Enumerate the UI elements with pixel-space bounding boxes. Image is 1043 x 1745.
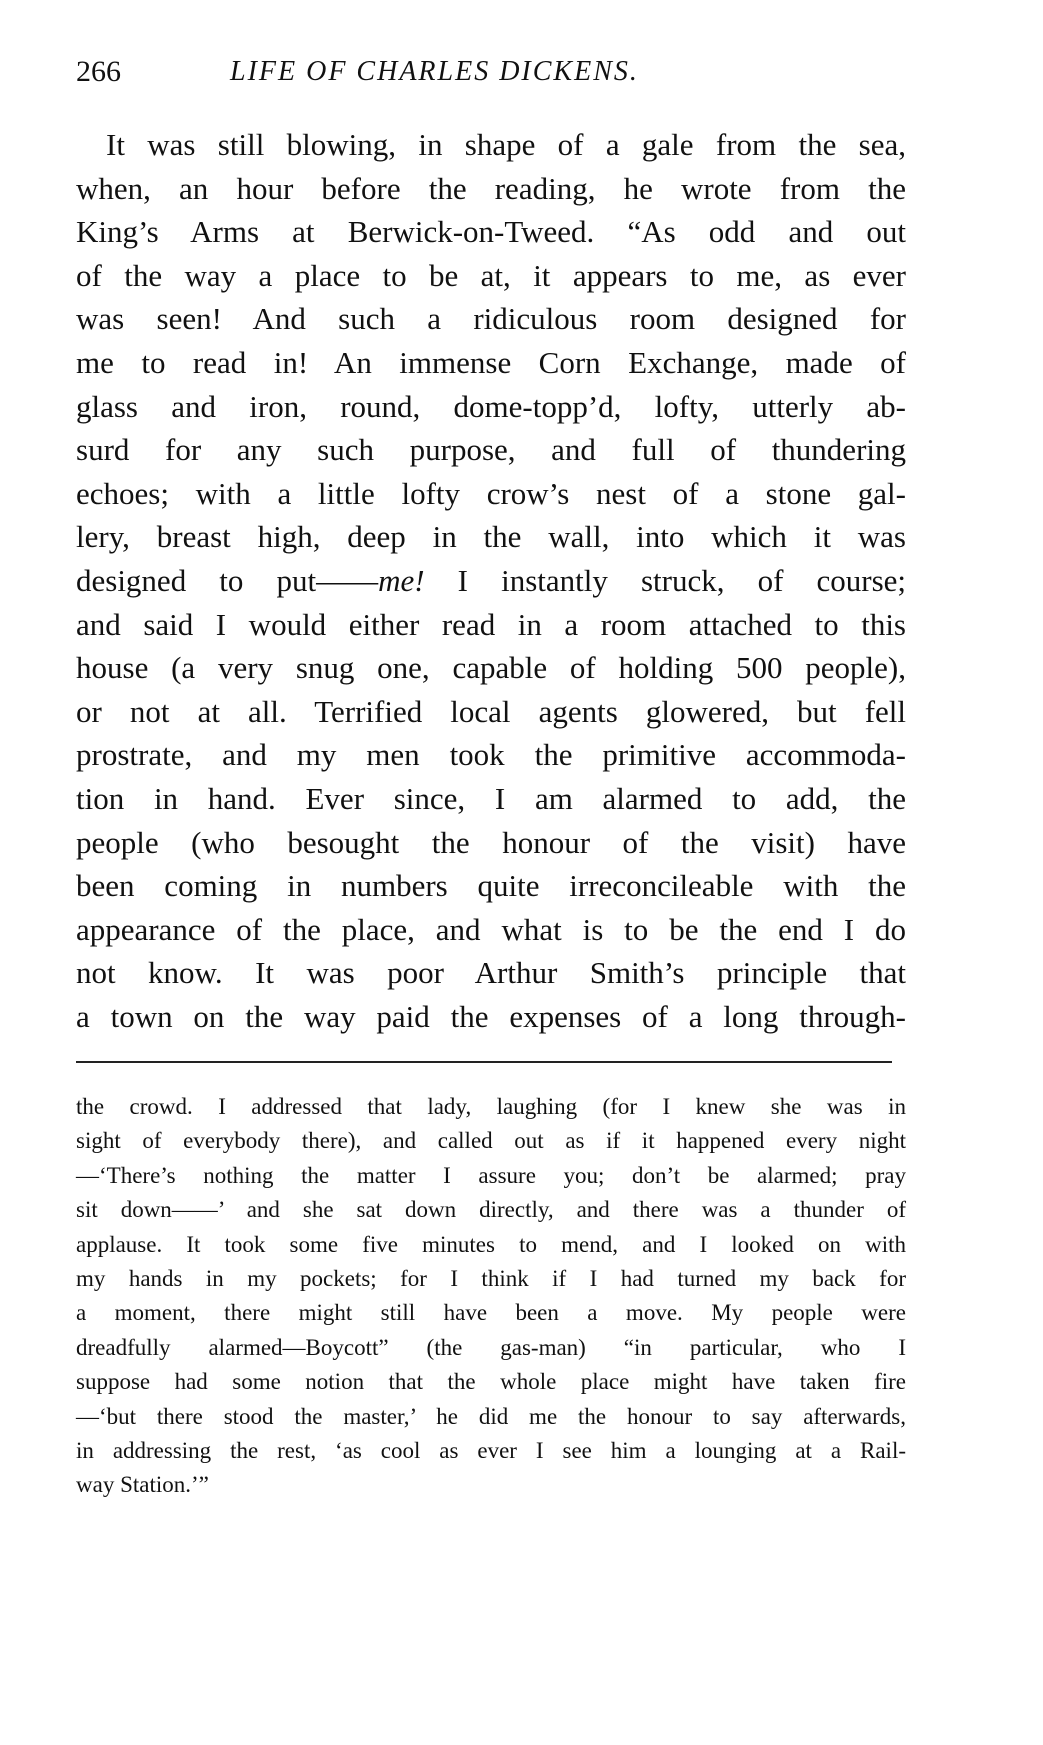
footnote-line: dreadfully alarmed—Boycott” (the gas-man) “in particular, who I [76,1334,906,1360]
text-line: King’s Arms at Berwick-on-Tweed. “As odd and out [76,214,906,250]
footnote-line: sit down——’ and she sat down directly, and there was a thunder of [76,1197,906,1223]
footnote-line: way Station.’” [76,1472,209,1498]
text-line: been coming in numbers quite irreconcileable with the [76,868,906,904]
text-line: house (a very snug one, capable of holding 500 people), [76,650,906,686]
text-line: was seen! And such a ridiculous room designed for [76,301,906,337]
text-line: surd for any such purpose, and full of thundering [76,432,906,468]
text-segment: designed to put—— [76,562,379,598]
text-line: people (who besought the honour of the visit) have [76,824,906,860]
text-line: lery, breast high, deep in the wall, into which it was [76,519,906,555]
footnote-line: my hands in my pockets; for I think if I had turned my back for [76,1265,906,1291]
footnote-line: a moment, there might still have been a move. My people were [76,1300,906,1326]
running-head: LIFE OF CHARLES DICKENS. [230,56,639,87]
footnote-line: in addressing the rest, ‘as cool as ever I see him a lounging at a Rail- [76,1437,906,1463]
text-line: appearance of the place, and what is to be the end I do [76,911,906,947]
emphasis-text: me! [378,562,425,598]
text-line: echoes; with a little lofty crow’s nest of a stone gal- [76,475,906,511]
text-line: glass and iron, round, dome-topp’d, lofty, utterly ab- [76,388,906,424]
text-line: not know. It was poor Arthur Smith’s principle that [76,955,906,991]
footnote-line: the crowd. I addressed that lady, laughing (for I knew she was in [76,1094,906,1119]
text-line: me to read in! An immense Corn Exchange, made of [76,344,906,380]
page-number: 266 [76,55,121,88]
footnote-line: —‘There’s nothing the matter I assure you; don’t be alarmed; pray [76,1162,906,1188]
main-text [76,123,906,1038]
text-line: tion in hand. Ever since, I am alarmed to add, the [76,780,906,816]
footnote [76,1090,906,1503]
text-line: when, an hour before the reading, he wrote from the [76,170,906,206]
footnote-line: sight of everybody there), and called out as if it happened every night [76,1128,906,1154]
text-line: and said I would either read in a room attached to this [76,606,906,642]
text-line-with-emphasis [76,559,906,603]
page-header [76,52,906,92]
text-line: of the way a place to be at, it appears to me, as ever [76,257,906,293]
text-line: prostrate, and my men took the primitive accommoda- [76,737,906,773]
footnote-divider [76,1061,892,1063]
text-line: It was still blowing, in shape of a gale from the sea, [106,127,906,162]
text-line: a town on the way paid the expenses of a long through- [76,998,906,1034]
text-segment: I instantly struck, of course; [424,562,907,598]
footnote-line: suppose had some notion that the whole place might have taken fire [76,1369,906,1395]
footnote-line: —‘but there stood the master,’ he did me the honour to say afterwards, [76,1403,906,1429]
footnote-line: applause. It took some five minutes to mend, and I looked on with [76,1231,906,1257]
text-line: or not at all. Terrified local agents glowered, but fell [76,693,906,729]
